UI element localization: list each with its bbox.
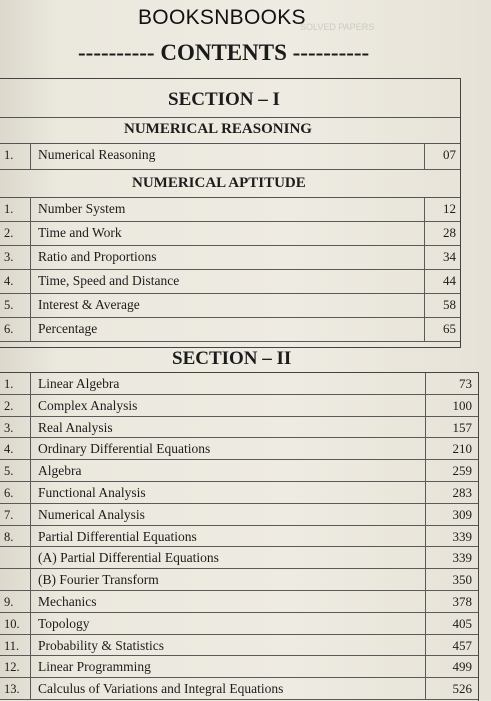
toc-row-title: Probability & Statistics [38,637,165,653]
toc-row-page: 350 [452,572,472,588]
column-divider [30,635,31,656]
toc-row [0,656,478,678]
brand-watermark: BOOKSNBOOKS [138,6,306,29]
column-divider [30,569,31,590]
toc-row [0,547,478,569]
toc-row-title: Percentage [38,321,98,336]
section-1-heading: SECTION – I [168,89,280,110]
toc-row-title: Numerical Analysis [38,506,145,522]
toc-row [0,294,460,318]
section-1-rule [0,117,460,118]
toc-row-page: 100 [452,397,472,413]
column-divider [30,246,31,269]
column-divider [30,678,31,699]
toc-row-number: 2. [4,226,14,240]
column-divider [30,613,31,634]
section-2-box [0,372,479,701]
column-divider [425,417,426,438]
toc-row-title: Ratio and Proportions [38,249,157,264]
column-divider [30,591,31,612]
toc-row [0,222,460,246]
toc-row-page: 28 [443,225,456,240]
column-divider [425,373,426,394]
toc-row-page: 339 [452,550,472,566]
toc-row [0,270,460,294]
column-divider [425,591,426,612]
contents-title: ---------- CONTENTS ---------- [78,40,370,65]
column-divider [30,395,31,416]
toc-row [0,613,478,635]
section-2-heading: SECTION – II [172,348,292,369]
toc-row-number: 11. [4,638,20,653]
column-divider [30,198,31,221]
toc-row-title: Real Analysis [38,419,113,435]
column-divider [425,678,426,699]
toc-row-title: Number System [38,201,126,216]
toc-row-title: Linear Algebra [38,376,120,391]
section-1-box [0,78,461,348]
column-divider [425,635,426,656]
column-divider [30,294,31,317]
toc-row-number: 6. [4,486,14,500]
toc-row [0,373,478,395]
toc-row-page: 65 [443,321,456,336]
toc-row-page: 499 [452,659,472,675]
column-divider [425,438,426,459]
toc-row-title: Linear Programming [38,659,151,675]
toc-row-page: 12 [443,201,456,216]
toc-row-page: 07 [443,147,456,162]
toc-row-number: 9. [4,595,14,609]
toc-row [0,526,478,548]
toc-row-title: Interest & Average [38,297,140,312]
column-divider [30,318,31,341]
column-divider [30,222,31,245]
column-divider [30,373,31,394]
toc-row [0,144,460,170]
toc-row-title: Functional Analysis [38,485,146,500]
toc-row-number: 1. [4,377,14,391]
toc-row-number: 4. [4,442,14,457]
toc-row [0,678,478,700]
column-divider [425,656,426,677]
toc-row [0,635,478,657]
toc-row-page: 210 [452,441,472,457]
toc-row-number: 8. [4,529,14,544]
toc-row-page: 58 [443,297,456,312]
toc-row-title: Topology [38,615,90,631]
column-divider [30,482,31,503]
toc-row-title: Time and Work [38,225,122,240]
column-divider [425,460,426,481]
toc-row-number: 2. [4,398,14,413]
column-divider [425,504,426,525]
toc-row [0,246,460,270]
column-divider [30,547,31,568]
column-divider [425,613,426,634]
toc-row-title: Time, Speed and Distance [38,273,180,288]
toc-row-page: 526 [452,681,472,697]
toc-row-page: 73 [459,376,472,391]
toc-row-page: 309 [452,506,472,522]
column-divider [30,438,31,459]
toc-row-title: Calculus of Variations and Integral Equations [38,681,284,697]
toc-row-number: 13. [4,682,20,697]
toc-row-page: 405 [452,615,472,631]
column-divider [425,482,426,503]
numerical-reasoning-heading: NUMERICAL REASONING [124,121,312,137]
toc-row-title: Ordinary Differential Equations [38,441,211,457]
toc-row [0,318,460,342]
toc-row-title: (A) Partial Differential Equations [38,550,219,566]
toc-row-number: 5. [4,464,14,479]
toc-row [0,482,478,504]
toc-row-page: 378 [452,594,472,609]
numerical-aptitude-heading: NUMERICAL APTITUDE [132,175,306,191]
toc-row [0,417,478,439]
toc-row-page: 283 [452,485,472,500]
toc-row-number: 4. [4,274,14,288]
column-divider [30,417,31,438]
column-divider [425,526,426,547]
column-divider [30,144,31,169]
toc-row-title: Complex Analysis [38,397,138,413]
column-divider [30,656,31,677]
toc-row-number: 1. [4,202,14,216]
toc-row-number: 1. [4,148,14,162]
toc-row [0,569,478,591]
column-divider [425,395,426,416]
bleed-through-text: SOLVED PAPERS [300,22,375,32]
column-divider [425,569,426,590]
column-divider [30,270,31,293]
toc-row-title: Mechanics [38,594,97,609]
toc-row-number: 10. [4,616,20,631]
toc-row-number: 6. [4,322,14,336]
toc-row-number: 3. [4,250,14,264]
toc-row [0,438,478,460]
toc-row-number: 5. [4,298,14,312]
toc-row-page: 44 [443,273,456,288]
toc-row [0,504,478,526]
toc-row-number: 3. [4,420,14,435]
toc-row [0,460,478,482]
toc-row-page: 339 [452,528,472,544]
toc-row-page: 259 [452,463,472,479]
toc-row-page: 34 [443,249,456,264]
toc-row-title: (B) Fourier Transform [38,572,159,588]
column-divider [30,526,31,547]
toc-row-page: 457 [452,637,472,653]
column-divider [30,460,31,481]
toc-row-page: 157 [452,419,472,435]
column-divider [425,547,426,568]
toc-row-title: Partial Differential Equations [38,528,197,544]
column-divider [30,504,31,525]
toc-row-title: Algebra [38,463,82,479]
toc-row-number: 7. [4,507,14,522]
toc-row-title: Numerical Reasoning [38,147,156,162]
toc-row [0,198,460,222]
toc-row [0,591,478,613]
toc-row-number: 12. [4,660,20,675]
toc-row [0,395,478,417]
